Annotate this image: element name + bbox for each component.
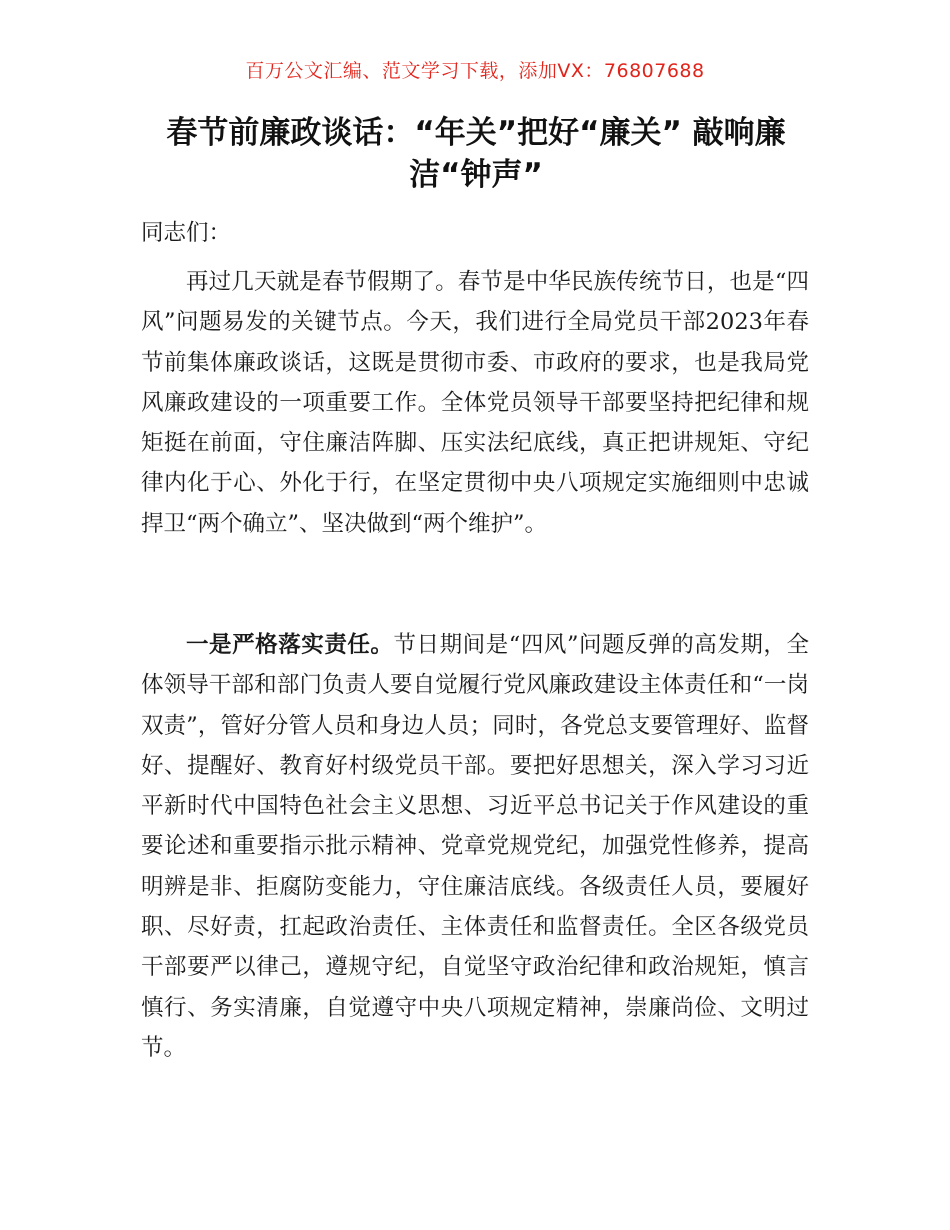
paragraph-intro-text: 再过几天就是春节假期了。春节是中华民族传统节日，也是“四风”问题易发的关键节点。今天，我们进行全局党员干部2023年春节前集体廉政谈话，这既是贯彻市委、市政府的要求，也是我局党风廉政建设的一项重要工作。全体党员领导干部要坚持把纪律和规矩挺在前面，守住廉洁阵脚、压实法纪底线，真正把讲规矩、守纪律内化于心、外化于行，在坚定贯彻中央八项规定实施细则中忠诚捍卫“两个确立”、坚决做到“两个维护”。 [141, 269, 809, 537]
paragraph-intro [141, 262, 809, 544]
paragraph-responsibility [141, 625, 809, 1068]
salutation: 同志们： [141, 220, 232, 246]
paragraph-lead-heading: 一是严格落实责任。 [186, 632, 394, 658]
document-title: 春节前廉政谈话：“年关”把好“廉关” 敲响廉洁“钟声” [166, 115, 786, 193]
header-banner: 百万公文汇编、范文学习下载，添加VX：76807688 [245, 60, 705, 82]
paragraph-responsibility-text: 节日期间是“四风”问题反弹的高发期，全体领导干部和部门负责人要自觉履行党风廉政建设主体责任和“一岗双责”，管好分管人员和身边人员；同时，各党总支要管理好、监督好、提醒好、教育好村级党员干部。要把好思想关，深入学习习近平新时代中国特色社会主义思想、习近平总书记关于作风建设的重要论述和重要指示批示精神、党章党规党纪，加强党性修养，提高明辨是非、拒腐防变能力，守住廉洁底线。各级责任人员，要履好职、尽好责，扛起政治责任、主体责任和监督责任。全区各级党员干部要严以律己，遵规守纪，自觉坚守政治纪律和政治规矩，慎言慎行、务实清廉，自觉遵守中央八项规定精神，崇廉尚俭、文明过节。 [141, 632, 809, 1061]
